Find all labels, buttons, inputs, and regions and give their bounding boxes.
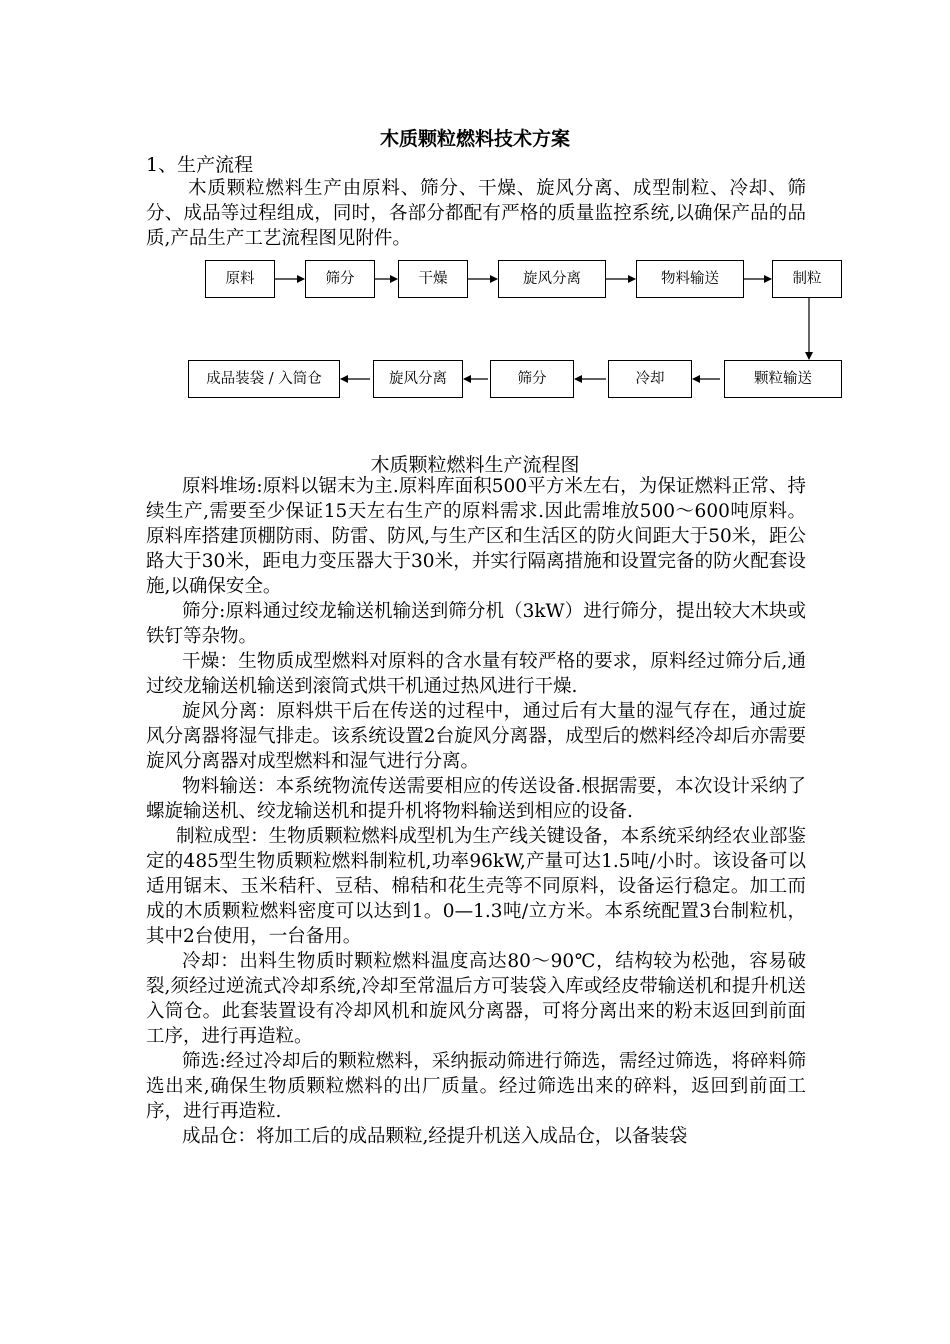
document-title: 木质颗粒燃料技术方案 [379, 128, 570, 150]
paragraph-pelletizing: 制粒成型：生物质颗粒燃料成型机为生产线关键设备，本系统采纳经农业部鉴定的485型生物质颗粒燃料制粒机,功率96kW,产量可达1.5吨/小时。该设备可以适用锯末、玉米秸秆、豆秸、棉秸和花生壳等不同原料，设备运行稳定。加工而成的木质颗粒燃料密度可以达到1。0—1.3吨/立方米。本系统配置3台制粒机，其中2台使用，一台备用。 [146, 826, 806, 947]
flow-step-raw-material: 原料 [205, 260, 275, 298]
paragraph-raw-material-yard: 原料堆场:原料以锯末为主.原料库面积500平方米左右，为保证燃料正常、持续生产,需要至少保证15天左右生产的原料需求.因此需堆放500～600吨原料。原料库搭建顶棚防雨、防雷、防风,与生产区和生活区的防火间距大于50米，距公路大于30米，距电力变压器大于30米，并实行隔离措施和设置完备的防火配套设施,以确保安全。 [146, 476, 806, 597]
flow-step-cooling: 冷却 [608, 360, 692, 398]
flow-step-bagging-silo-label: 成品装袋 / 入筒仓 [206, 371, 322, 387]
section-heading-production-flow: 1、生产流程 [146, 154, 254, 176]
paragraph-cooling: 冷却：出料生物质时颗粒燃料温度高达80～90℃，结构较为松弛，容易破裂,须经过逆流式冷却系统,冷却至常温后方可装袋入库或经皮带输送机和提升机送入筒仓。此套装置设有冷却风机和旋风分离器，可将分离出来的粉末返回到前面工序，进行再造粒。 [146, 951, 806, 1047]
flowchart-caption: 木质颗粒燃料生产流程图 [370, 454, 580, 476]
flow-step-pellet-conveying: 颗粒输送 [724, 360, 842, 398]
flow-step-screening-2: 筛分 [490, 360, 574, 398]
flow-step-drying: 干燥 [398, 260, 468, 298]
paragraph-finished-product-silo: 成品仓：将加工后的成品颗粒,经提升机送入成品仓，以备装袋 [182, 1126, 688, 1147]
intro-paragraph: 木质颗粒燃料生产由原料、筛分、干燥、旋风分离、成型制粒、冷却、筛分、成品等过程组成，同时，各部分都配有严格的质量监控系统,以确保产品的品质,产品生产工艺流程图见附件。 [146, 178, 806, 249]
body-text [146, 474, 806, 1149]
flow-step-material-conveying: 物料输送 [636, 260, 744, 298]
flow-step-pelletizing: 制粒 [772, 260, 842, 298]
flow-step-screening: 筛分 [305, 260, 375, 298]
flow-step-cyclone-separation-2: 旋风分离 [373, 360, 463, 398]
paragraph-drying: 干燥：生物质成型燃料对原料的含水量有较严格的要求，原料经过筛分后,通过绞龙输送机输送到滚筒式烘干机通过热风进行干燥. [146, 651, 806, 697]
paragraph-screening: 筛分:原料通过绞龙输送机输送到筛分机（3kW）进行筛分，提出较大木块或铁钉等杂物。 [146, 601, 806, 647]
paragraph-cyclone-separation: 旋风分离：原料烘干后在传送的过程中，通过后有大量的湿气存在，通过旋风分离器将湿气排走。该系统设置2台旋风分离器，成型后的燃料经冷却后亦需要旋风分离器对成型燃料和湿气进行分离。 [146, 701, 806, 772]
flow-step-bagging-silo [188, 360, 340, 398]
paragraph-material-conveying: 物料输送：本系统物流传送需要相应的传送设备.根据需要，本次设计采纳了螺旋输送机、绞龙输送机和提升机将物料输送到相应的设备. [146, 776, 806, 822]
paragraph-sieving: 筛选:经过冷却后的颗粒燃料，采纳振动筛进行筛选，需经过筛选，将碎料筛选出来,确保生物质颗粒燃料的出厂质量。经过筛选出来的碎料，返回到前面工序，进行再造粒. [146, 1051, 806, 1122]
flow-step-cyclone-separation: 旋风分离 [498, 260, 606, 298]
